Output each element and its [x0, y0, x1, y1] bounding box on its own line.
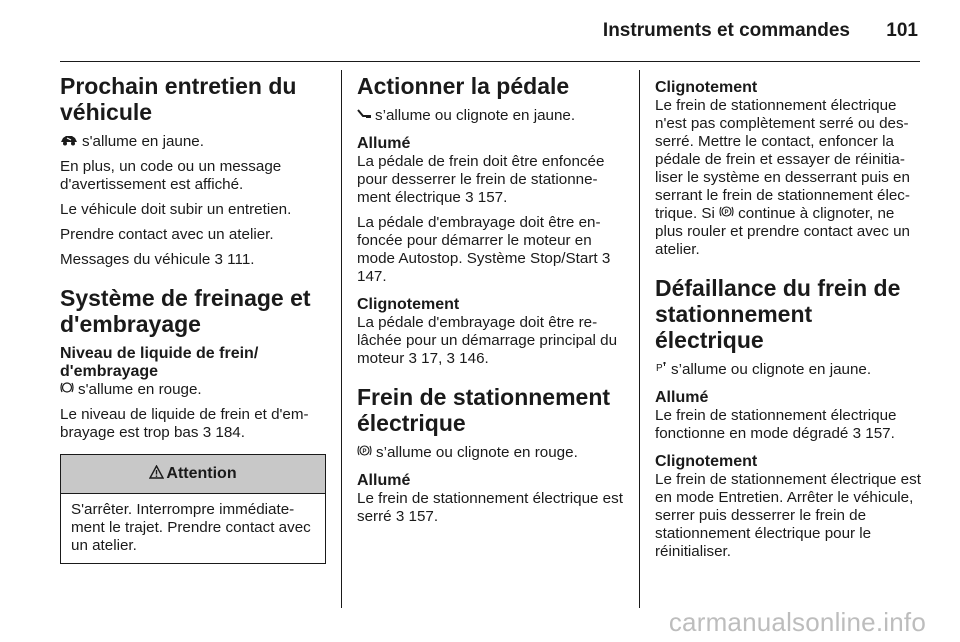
page-reference: 3 157. — [465, 189, 508, 206]
page-reference: 3 17, 3 146. — [408, 350, 489, 367]
paragraph: Le frein de stationnement électrique est en mode Entretien. Arrêter le véhicule, serrer puis desserrer le frein de stationnement électrique pour le réinitialiser. — [655, 471, 921, 560]
column-divider-2 — [639, 70, 640, 608]
section-heading-service: Prochain entretien du véhicule — [60, 73, 297, 125]
column-3 — [655, 73, 921, 568]
subsection-heading: Clignotement — [357, 296, 460, 313]
paragraph-text: Le frein de stationnement électrique n'est pas complètement serré ou des- serré. Mettre le contact, enfoncer la pédale de frein et essayer de réinitia- liser le système en desserrant puis en serrant le frein de stationnement élec- trique. Si — [655, 97, 910, 222]
section-heading-parking-brake: Frein de stationnement électrique — [357, 384, 611, 436]
svg-text:P: P — [724, 210, 729, 216]
page-reference: 3 184. — [202, 424, 245, 441]
paragraph-text: La pédale d'embrayage doit être en- foncée pour démarrer le moteur en mode Autostop. Système Stop/Start — [357, 214, 601, 267]
subsection-heading: Allumé — [357, 472, 411, 489]
paragraph — [357, 107, 623, 125]
parking-brake-icon — [719, 205, 734, 223]
warning-triangle-icon — [149, 465, 164, 483]
parking-brake-icon — [357, 444, 372, 462]
page-reference: 3 157. — [852, 425, 895, 442]
paragraph-text: s’allume ou clignote en rouge. — [376, 444, 578, 461]
paragraph-text: s’allume ou clignote en jaune. — [375, 107, 576, 124]
paragraph — [357, 490, 623, 526]
attention-header — [61, 455, 325, 494]
page-reference: 3 157. — [395, 508, 439, 525]
header-title: Instruments et commandes — [602, 20, 850, 41]
paragraph-text: s'allume en rouge. — [78, 381, 202, 398]
section-heading-pedal: Actionner la pédale — [357, 73, 570, 99]
brake-fluid-icon — [60, 381, 74, 399]
watermark: carmanualsonline.info — [668, 607, 926, 637]
column-2 — [357, 73, 623, 533]
paragraph — [60, 133, 326, 151]
car-wrench-icon — [60, 133, 78, 151]
svg-text:P: P — [656, 363, 663, 374]
paragraph-text: Le niveau de liquide de frein et d'em- brayage est trop bas — [60, 406, 309, 441]
section-heading-parking-brake-fault: Défaillance du frein de stationnement électrique — [655, 275, 901, 353]
section-heading-brakes: Système de freinage et d'embrayage — [60, 285, 311, 337]
pedal-icon — [357, 107, 371, 125]
subsection-heading: Niveau de liquide de frein/ d'embrayage — [60, 345, 259, 380]
paragraph-text: continue à clignoter, ne plus rouler et prendre contact avec un atelier. — [655, 205, 910, 258]
paragraph — [655, 97, 921, 259]
page-number: 101 — [886, 20, 918, 41]
page-reference: 3 147. — [357, 250, 611, 285]
paragraph — [60, 251, 326, 269]
paragraph-text: s’allume ou clignote en jaune. — [671, 361, 872, 378]
paragraph — [60, 406, 326, 442]
paragraph-text: s'allume en jaune. — [82, 133, 204, 150]
svg-text:P: P — [362, 449, 367, 455]
paragraph — [357, 314, 623, 368]
column-divider-1 — [341, 70, 342, 608]
attention-box — [60, 454, 326, 564]
paragraph-text: Messages du véhicule — [60, 251, 211, 268]
paragraph — [357, 214, 623, 286]
header-rule — [60, 61, 920, 62]
subsection-heading: Allumé — [655, 389, 709, 406]
paragraph — [357, 153, 623, 207]
paragraph — [60, 381, 326, 399]
paragraph — [655, 361, 921, 379]
paragraph-text: La pédale de frein doit être enfoncée pour desserrer le frein de stationne- ment électrique — [357, 153, 605, 206]
subsection-heading: Clignotement — [655, 79, 758, 96]
paragraph-text: Le frein de stationnement électrique est serré — [357, 490, 623, 525]
paragraph-text: La pédale d'embrayage doit être re- lâchée pour un démarrage principal du moteur — [357, 314, 618, 367]
subsection-heading: Clignotement — [655, 453, 758, 470]
attention-title: Attention — [166, 465, 237, 482]
page-reference: 3 111. — [214, 251, 255, 268]
paragraph: Prendre contact avec un atelier. — [60, 226, 274, 243]
paragraph — [357, 444, 623, 462]
parking-brake-fault-icon — [655, 361, 667, 379]
attention-body: S'arrêter. Interrompre immédiate- ment le trajet. Prendre contact avec un atelier. — [71, 501, 311, 554]
paragraph: En plus, un code ou un message d'avertissement est affiché. — [60, 158, 282, 193]
paragraph: Le véhicule doit subir un entretien. — [60, 201, 292, 218]
subsection-heading: Allumé — [357, 135, 411, 152]
paragraph — [655, 407, 921, 443]
column-1 — [60, 73, 326, 564]
paragraph-text: Le frein de stationnement électrique fonctionne en mode dégradé — [655, 407, 897, 442]
